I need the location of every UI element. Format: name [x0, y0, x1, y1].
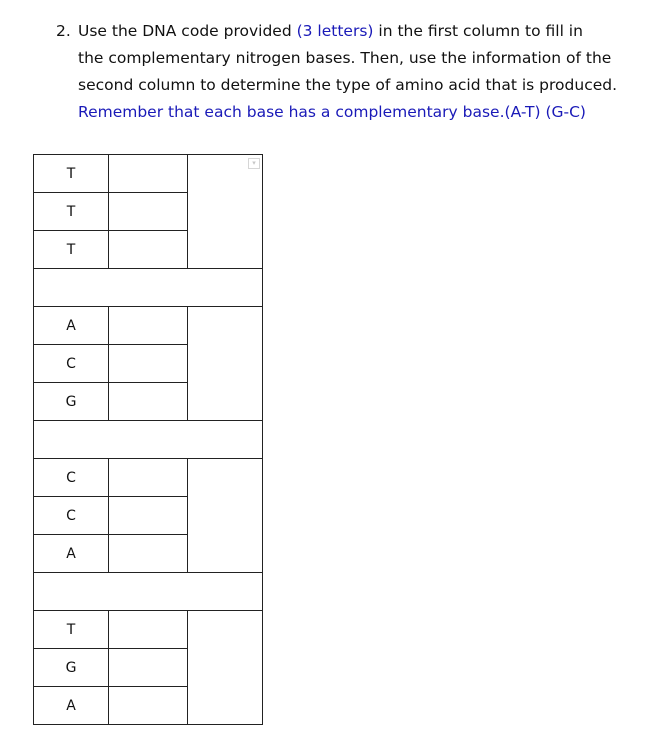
amino-acid-cell[interactable] — [188, 459, 263, 573]
table-row — [34, 459, 263, 497]
complement-input-cell[interactable] — [109, 155, 188, 193]
complement-input-cell[interactable] — [109, 535, 188, 573]
instructions — [56, 18, 631, 126]
table-row — [34, 155, 263, 193]
amino-acid-cell[interactable] — [188, 611, 263, 725]
dna-base-cell: A — [34, 307, 109, 345]
dna-base-cell: C — [34, 459, 109, 497]
amino-acid-cell[interactable] — [188, 155, 263, 269]
dna-base-cell: A — [34, 535, 109, 573]
instruction-line-1 — [56, 18, 631, 45]
dna-worksheet — [33, 154, 263, 725]
dna-base-cell: A — [34, 687, 109, 725]
dna-base-cell: G — [34, 649, 109, 687]
instruction-line-3: second column to determine the type of amino acid that is produced. — [78, 76, 618, 94]
complement-input-cell[interactable] — [109, 459, 188, 497]
complement-input-cell[interactable] — [109, 611, 188, 649]
instruction-highlight: (3 letters) — [296, 22, 374, 40]
dna-base-cell: C — [34, 345, 109, 383]
dna-table — [33, 154, 263, 725]
dna-base-cell: C — [34, 497, 109, 535]
complement-input-cell[interactable] — [109, 345, 188, 383]
complement-input-cell[interactable] — [109, 649, 188, 687]
complement-input-cell[interactable] — [109, 383, 188, 421]
table-row — [34, 307, 263, 345]
complement-input-cell[interactable] — [109, 687, 188, 725]
instruction-text-1a: Use the DNA code provided — [78, 22, 297, 40]
dropdown-arrow-icon[interactable]: ▾ — [248, 158, 260, 169]
complement-input-cell[interactable] — [109, 193, 188, 231]
amino-acid-cell[interactable] — [188, 307, 263, 421]
instruction-reminder: Remember that each base has a complementary base.(A-T) (G-C) — [78, 103, 586, 121]
dna-base-cell: T — [34, 155, 109, 193]
dna-base-cell: T — [34, 231, 109, 269]
spacer-row — [34, 421, 263, 459]
spacer-cell — [34, 421, 263, 459]
dna-base-cell: T — [34, 611, 109, 649]
spacer-row — [34, 573, 263, 611]
table-row — [34, 611, 263, 649]
dna-base-cell: T — [34, 193, 109, 231]
instruction-line-2: the complementary nitrogen bases. Then, use the information of the — [78, 49, 612, 67]
dna-base-cell: G — [34, 383, 109, 421]
complement-input-cell[interactable] — [109, 231, 188, 269]
complement-input-cell[interactable] — [109, 307, 188, 345]
spacer-cell — [34, 573, 263, 611]
question-number: 2. — [56, 22, 71, 40]
complement-input-cell[interactable] — [109, 497, 188, 535]
spacer-cell — [34, 269, 263, 307]
spacer-row — [34, 269, 263, 307]
instruction-text-1b: in the first column to fill in — [373, 22, 583, 40]
